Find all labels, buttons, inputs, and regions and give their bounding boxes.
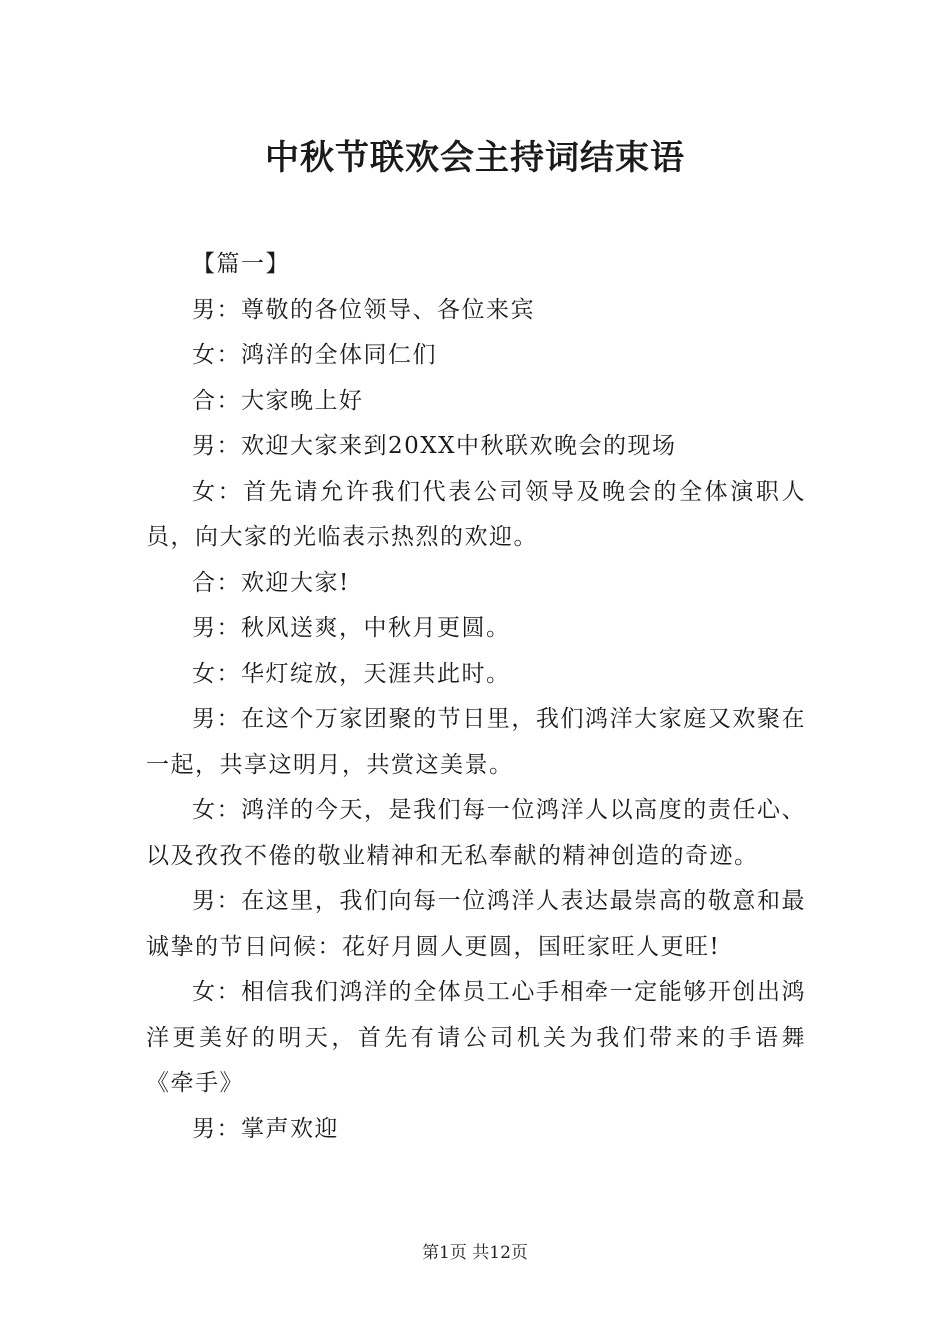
document-body	[146, 242, 806, 1152]
paragraph: 男：掌声欢迎	[192, 1115, 339, 1142]
paragraph: 合：欢迎大家!	[192, 569, 350, 596]
section-heading: 【篇一】	[192, 251, 290, 277]
paragraph: 女：相信我们鸿洋的全体员工心手相牵一定能够开创出鸿洋更美好的明天，首先有请公司机关为我们带来的手语舞《牵手》	[146, 979, 806, 1096]
paragraph: 男：秋风送爽，中秋月更圆。	[192, 615, 511, 641]
paragraph: 女：华灯绽放，天涯共此时。	[192, 660, 511, 687]
paragraph: 女：鸿洋的全体同仁们	[192, 342, 437, 368]
paragraph: 男：尊敬的各位领导、各位来宾	[192, 296, 535, 323]
document-title: 中秋节联欢会主持词结束语	[265, 138, 685, 178]
paragraph: 男：在这里，我们向每一位鸿洋人表达最崇高的敬意和最诚挚的节日问候：花好月圆人更圆，国旺家旺人更旺!	[146, 888, 806, 960]
paragraph: 男：欢迎大家来到20XX中秋联欢晚会的现场	[192, 433, 677, 459]
paragraph: 男：在这个万家团聚的节日里，我们鸿洋大家庭又欢聚在一起，共享这明月，共赏这美景。	[146, 706, 806, 778]
paragraph: 女：首先请允许我们代表公司领导及晚会的全体演职人员，向大家的光临表示热烈的欢迎。	[146, 478, 806, 550]
paragraph: 女：鸿洋的今天，是我们每一位鸿洋人以高度的责任心、以及孜孜不倦的敬业精神和无私奉献的精神创造的奇迹。	[146, 797, 806, 869]
page-number-footer: 第1页 共12页	[422, 1243, 528, 1263]
paragraph: 合：大家晚上好	[192, 387, 364, 414]
